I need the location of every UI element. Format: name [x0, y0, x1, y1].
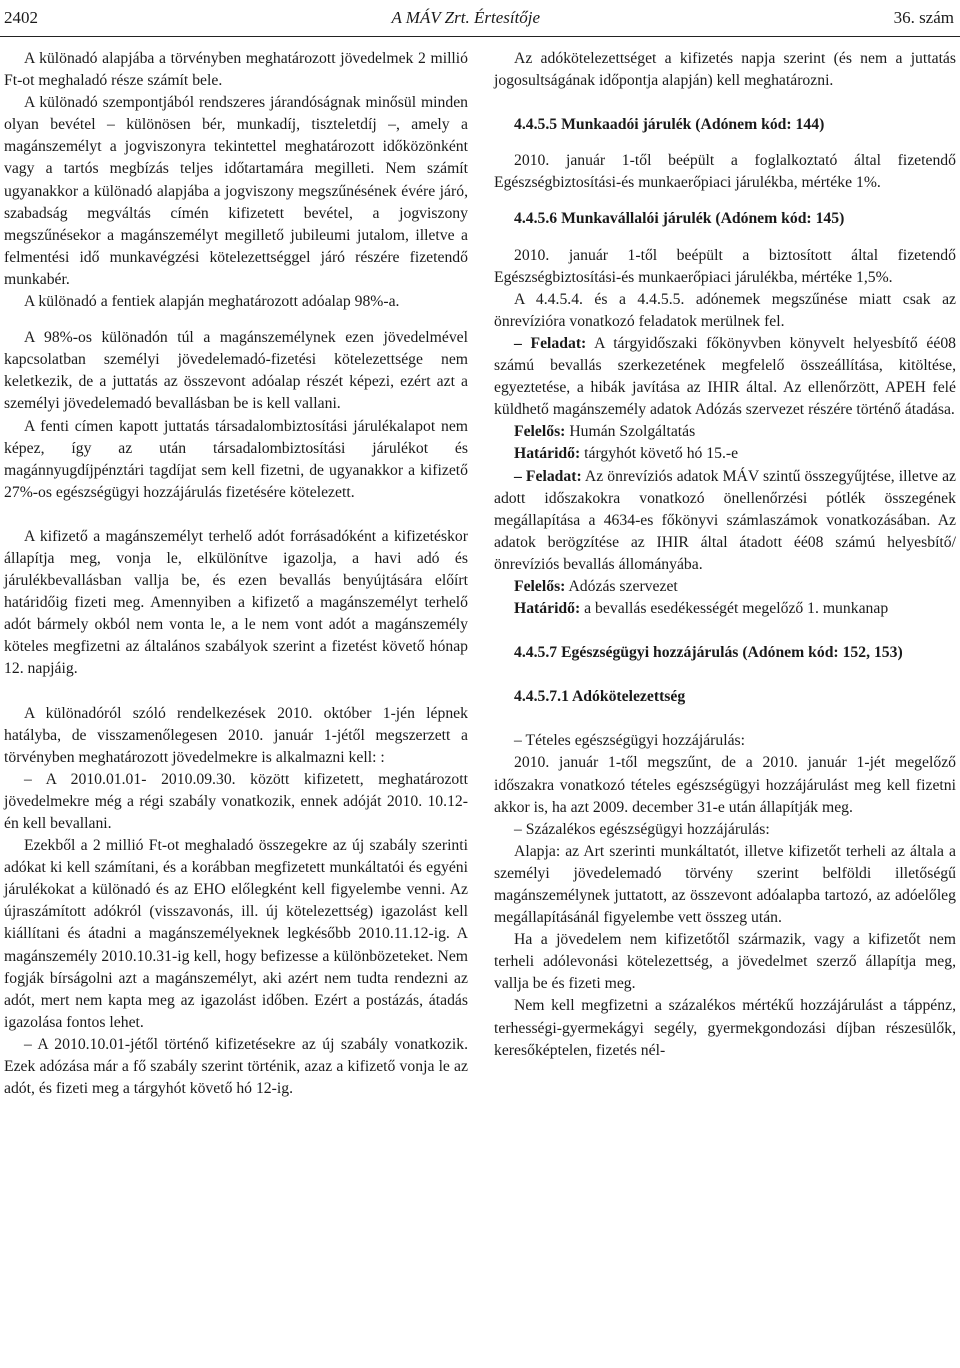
paragraph: Ha a jövedelem nem kifizetőtől származik, vagy a kifizetőt nem terheli adólevonási kötelezettség, a jövedelmet szerző állapítja meg, vallja be és fizeti meg.	[494, 931, 956, 993]
publication-title: A MÁV Zrt. Értesítője	[391, 8, 541, 27]
paragraph: A különadó a fentiek alapján meghatározott adóalap 98%-a.	[24, 293, 400, 311]
task-label: – Feladat:	[514, 334, 587, 352]
paragraph: A különadó szempontjából rendszeres járandóságnak minősül minden olyan bevétel – különösen bér, munkadíj, tiszteletdíj –, amely a magánszemélyt a jogviszonyra tekintettel meghatározott időközönként vagy a tartós megbízás teljes időtartamára megilleti. Nem számít ugyanakkor a különadó alapjába a jogviszony megszűnésének évére járó, szabadság megváltás címén kifizetett bevétel, a jogviszony megszűnésekor a magánszemélyt megillető jubileumi jutalom, illetve a felmentési idő munkavégzési kötelezettséggel járó részére fizetendő munkabér.	[4, 94, 468, 288]
page-number: 2402	[4, 8, 38, 27]
paragraph: Ezekből a 2 millió Ft-ot meghaladó összegekre az új szabály szerinti adókat ki kell számítani, és a korábban megfizetett munkáltatói és egyéni járulékokat a különadó és az EHO előlegként kell figyelembe venni. Az újraszámított adókról (visszavonás, ill. új kötelezettség) igazolást kell kiállítani és átadni a magánszemélyeknek legkésőbb 2010.11.12-ig. A magánszemély 2010.10.31-ig kell, hogy befizesse a különbözeteket. Nem fogják bírságolni azt a magánszemélyt, aki azért nem tudta rendezni az adót, mert nem kapta meg az igazolást időben. Ezért a postázás, átadás igazolása fontos lehet.	[4, 837, 468, 1031]
paragraph: A kifizető a magánszemélyt terhelő adót forrásadóként a kifizetéskor állapítja meg, vonja le, elkülönítve igazolja, a havi adó és járulékbevallásban vallja be, és ezen bevallás benyújtására előírt határidőig fizeti meg. Amennyiben a kifizető a magánszemélyt terhelő adót bármely okból nem vonta le, a le nem vont adót a magánszemély köteles megfizetni az általános szabályok szerint a fizetést követő hónap 12. napjáig.	[4, 527, 468, 678]
deadline-label: Határidő:	[514, 445, 581, 463]
task-paragraph	[494, 333, 956, 421]
paragraph: A fenti címen kapott juttatás társadalombiztosítási járulékalapot nem képez, így az után társadalombiztosítási járulékot és magánnyugdíjpénztári tagdíjat sem kell fizetni, de ugyanakkor a kifizető 27%-os egészségügyi hozzájárulás fizetésére kötelezett.	[4, 417, 468, 501]
responsible-label: Felelős:	[514, 423, 566, 441]
deadline-line	[494, 598, 956, 620]
section-heading: 4.4.5.7 Egészségügyi hozzájárulás (Adónem kód: 152, 153)	[514, 644, 903, 662]
paragraph: Az adókötelezettséget a kifizetés napja szerint (és nem a juttatás jogosultságának időpontja alapján) kell meghatározni.	[494, 50, 956, 90]
header-rule	[0, 36, 960, 37]
paragraph: A különadóról szóló rendelkezések 2010. október 1-jén lépnek hatályba, de visszamenőlegesen 2010. január 1-jétől megszerzett a törvényben meghatározott jövedelmekre is alkalmazni kell: :	[4, 704, 468, 766]
page-header	[0, 0, 960, 36]
deadline-text: tárgyhót követő hó 15.-e	[580, 445, 739, 463]
deadline-label: Határidő:	[514, 600, 581, 618]
responsible-line	[494, 421, 956, 443]
responsible-text: Adózás szervezet	[565, 577, 678, 595]
paragraph: – A 2010.10.01-jétől történő kifizetésekre az új szabály vonatkozik. Ezek adózása már a fő szabály szerint történik, azaz a kifizető vonja le az adót, és fizeti meg a tárgyhót követő hó 12-ig.	[4, 1035, 468, 1098]
task-text: Az önrevíziós adatok MÁV szintű összegyűjtése, illetve az adott időszakokra vonatkozó önellenőrzési pótlék összegének megállapítása a 4634-es főkönyvi számlaszámok vonatkozásában. Az adatok berögzítése az IHIR által átadott éé08 számú helyesbítő/önrevíziós bevallás állományába.	[494, 467, 956, 573]
paragraph: 2010. január 1-től megszűnt, de a 2010. január 1-jét megelőző időszakra vonatkozó tételes egészségügyi hozzájárulást meg kell fizetni akkor is, ha azt 2009. december 31-e után állapítják meg.	[494, 754, 956, 816]
deadline-line	[494, 443, 956, 465]
issue-number: 36. szám	[893, 8, 954, 27]
task-text: A tárgyidőszaki főkönyvben könyvelt helyesbítő éé08 számú bevallás szerkezetének megfelelő összeállítása, kitöltése, egyeztetése, a hibák javítása az IHIR által. Az ellenőrzött, APEH felé küldhető magánszemély adatok Adózás szervezet részére történő átadása.	[494, 334, 957, 419]
responsible-label: Felelős:	[514, 577, 566, 595]
section-heading: 4.4.5.5 Munkaadói járulék (Adónem kód: 144)	[514, 116, 825, 134]
paragraph: – Százalékos egészségügyi hozzájárulás:	[514, 820, 770, 838]
task-paragraph	[494, 466, 956, 576]
task-label: – Feladat:	[514, 467, 582, 485]
left-column	[4, 48, 468, 1100]
paragraph: A 4.4.5.4. és a 4.4.5.5. adónemek megszűnése miatt csak az önrevízióra vonatkozó feladatok merülnek fel.	[494, 290, 956, 330]
right-column	[494, 48, 956, 1062]
responsible-text: Humán Szolgáltatás	[565, 423, 696, 441]
deadline-text: a bevallás esedékességét megelőző 1. munkanap	[580, 600, 889, 618]
section-heading: 4.4.5.6 Munkavállalói járulék (Adónem kód: 145)	[514, 210, 845, 228]
paragraph: – Tételes egészségügyi hozzájárulás:	[514, 732, 746, 750]
paragraph: 2010. január 1-től beépült a biztosított által fizetendő Egészségbiztosítási-és munkaerőpiaci járulékba, mértéke 1,5%.	[494, 246, 956, 286]
paragraph: – A 2010.01.01- 2010.09.30. között kifizetett, meghatározott jövedelmekre még a régi szabály vonatkozik, ennek adóját 2010. 10.12-én kell bevallani.	[4, 770, 468, 832]
paragraph: Nem kell megfizetni a százalékos mértékű hozzájárulást a táppénz, terhességi-gyermekágyi segély, gyermekgondozási díjban részesülők, keresőképtelen, fizetés nél-	[494, 997, 956, 1059]
responsible-line	[494, 576, 956, 598]
paragraph: 2010. január 1-től beépült a foglalkoztató által fizetendő Egészségbiztosítási-és munkaerőpiaci járulékba, mértéke 1%.	[494, 152, 956, 192]
paragraph: A különadó alapjába a törvényben meghatározott jövedelmek 2 millió Ft-ot meghaladó része számít bele.	[4, 50, 468, 90]
paragraph: A 98%-os különadón túl a magánszemélynek ezen jövedelmével kapcsolatban személyi jövedelemadó-fizetési kötelezettsége nem keletkezik, de a juttatás az összevont adóalap részét képezi, ezért azt a személyi jövedelemadó bevallásban be is kell vallani.	[4, 329, 468, 413]
subsection-heading: 4.4.5.7.1 Adókötelezettség	[514, 688, 686, 706]
paragraph: Alapja: az Art szerinti munkáltatót, illetve kifizetőt terheli az általa a személyi jövedelemadó törvény szerint belföldi illetőségű magánszemélynek juttatott, az összevont adóalapba tartozó, az adóelőleg megállapításánál figyelembe vett összeg után.	[494, 842, 956, 927]
